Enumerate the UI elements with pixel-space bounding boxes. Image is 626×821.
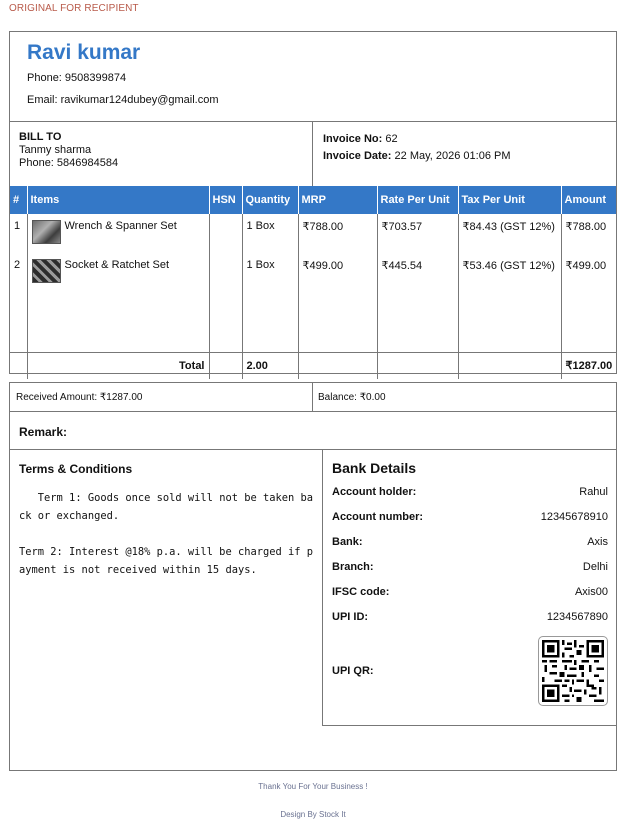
payment-row [10, 383, 616, 412]
row-qty: 1 Box [242, 253, 298, 292]
filler-cell [561, 292, 616, 352]
row-hsn [209, 214, 242, 253]
total-empty-cell [209, 352, 242, 379]
row-tax: ₹84.43 (GST 12%) [458, 214, 561, 253]
col-header-hsn: HSN [209, 186, 242, 214]
row-item [27, 253, 209, 292]
bank-details-title: Bank Details [332, 460, 417, 476]
bank-label: Branch: [332, 561, 374, 573]
filler-cell [242, 292, 298, 352]
bank-row-upi-id [332, 611, 608, 636]
term-1: Term 1: Goods once sold will not be taken back or exchanged. [19, 492, 314, 522]
bill-to-block [10, 122, 313, 186]
bank-row-ifsc [332, 586, 608, 611]
thank-you-note: Thank You For Your Business ! [258, 782, 368, 791]
invoice-box [9, 31, 617, 374]
col-header-amount: Amount [561, 186, 616, 214]
remark-label: Remark: [10, 412, 616, 450]
col-header-items: Items [27, 186, 209, 214]
terms-title: Terms & Conditions [19, 462, 133, 476]
seller-name: Ravi kumar [27, 41, 141, 64]
bank-value: Delhi [582, 561, 608, 573]
row-item-name: Wrench & Spanner Set [64, 220, 177, 232]
bank-value: Axis00 [574, 586, 608, 598]
bank-row-branch [332, 561, 608, 586]
col-header-rate: Rate Per Unit [377, 186, 458, 214]
design-credit: Design By Stock It [280, 810, 346, 819]
bank-row-account-holder [332, 486, 608, 511]
qr-code-icon [538, 636, 608, 706]
bill-to-phone: Phone: 5846984584 [19, 157, 119, 169]
invoice-date-label: Invoice Date: [323, 150, 392, 162]
seller-phone: Phone: 9508399874 [27, 72, 127, 84]
invoice-number [323, 131, 616, 148]
row-hsn [209, 253, 242, 292]
invoice-meta-block [313, 122, 616, 186]
total-quantity: 2.00 [242, 352, 298, 379]
row-qty: 1 Box [242, 214, 298, 253]
copy-type-label: ORIGINAL FOR RECIPIENT [9, 3, 139, 14]
qr-code-graphic [542, 640, 604, 702]
seller-section [10, 32, 616, 122]
total-empty-cell [377, 352, 458, 379]
bank-value: Axis [587, 536, 608, 548]
filler-cell [458, 292, 561, 352]
balance-amount: Balance: ₹0.00 [318, 392, 386, 403]
total-row [10, 352, 616, 379]
bank-row-bank [332, 536, 608, 561]
col-header-tax: Tax Per Unit [458, 186, 561, 214]
invoice-date-value: 22 May, 2026 01:06 PM [394, 150, 511, 162]
filler-cell [377, 292, 458, 352]
row-mrp: ₹499.00 [298, 253, 377, 292]
bank-label: IFSC code: [332, 586, 390, 598]
bank-value: 12345678910 [540, 511, 608, 523]
wrench-set-image [32, 220, 61, 244]
row-rate: ₹445.54 [377, 253, 458, 292]
socket-set-image [32, 259, 61, 283]
row-item-name: Socket & Ratchet Set [64, 259, 170, 271]
table-row [10, 253, 616, 292]
bank-label: Account number: [332, 511, 424, 523]
upi-qr-row [332, 636, 608, 706]
row-amount: ₹499.00 [565, 260, 607, 272]
bill-to-name: Tanmy sharma [19, 144, 92, 156]
items-table [10, 186, 616, 379]
terms-section [10, 450, 322, 579]
total-label: Total [27, 352, 209, 379]
row-item [27, 214, 209, 253]
row-tax: ₹53.46 (GST 12%) [458, 253, 561, 292]
row-mrp: ₹788.00 [298, 214, 377, 253]
col-header-mrp: MRP [298, 186, 377, 214]
row-amount: ₹788.00 [565, 221, 607, 233]
bank-value: 1234567890 [546, 611, 608, 623]
col-header-quantity: Quantity [242, 186, 298, 214]
invoice-date [323, 148, 616, 165]
row-num: 1 [10, 214, 27, 253]
bank-label: Bank: [332, 536, 363, 548]
seller-email: Email: ravikumar124dubey@gmail.com [27, 94, 219, 106]
received-amount: Received Amount: ₹1287.00 [10, 383, 313, 411]
col-header-num: # [10, 186, 27, 214]
bank-value: Rahul [579, 486, 608, 498]
term-2: Term 2: Interest @18% p.a. will be charged if payment is not received within 15 days. [19, 546, 314, 576]
bank-row-account-number [332, 511, 608, 536]
bank-label: Account holder: [332, 486, 417, 498]
upi-qr-label: UPI QR: [332, 665, 374, 677]
bill-to-title: BILL TO [19, 131, 62, 143]
filler-cell [298, 292, 377, 352]
total-empty-cell [458, 352, 561, 379]
row-rate: ₹703.57 [377, 214, 458, 253]
bank-details-section [322, 450, 617, 726]
filler-cell [209, 292, 242, 352]
payment-details-box [9, 382, 617, 771]
invoice-number-value: 62 [385, 133, 398, 145]
filler-cell [27, 292, 209, 352]
table-filler-row [10, 292, 616, 352]
invoice-number-label: Invoice No: [323, 133, 383, 145]
total-empty-cell [10, 352, 27, 379]
total-empty-cell [298, 352, 377, 379]
table-header-row [10, 186, 616, 214]
table-row [10, 214, 616, 253]
bank-label: UPI ID: [332, 611, 369, 623]
total-amount: ₹1287.00 [561, 352, 616, 379]
row-num: 2 [10, 253, 27, 292]
bill-section [10, 122, 616, 186]
filler-cell [10, 292, 27, 352]
